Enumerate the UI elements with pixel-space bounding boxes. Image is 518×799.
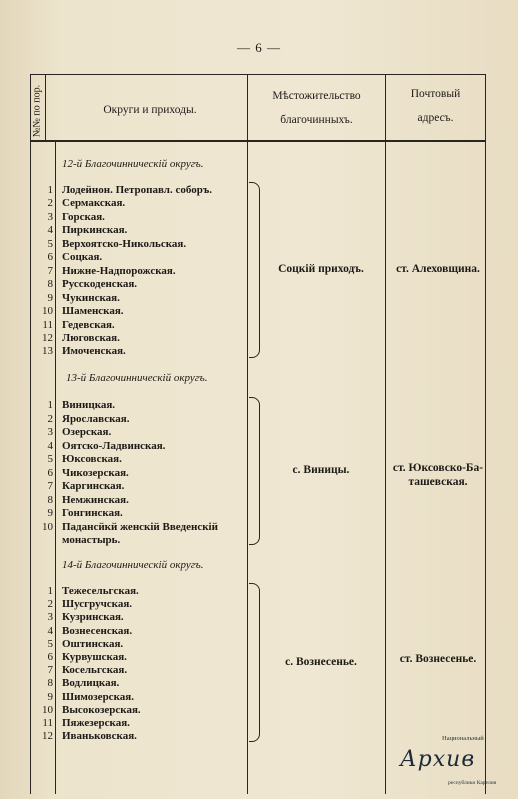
row-number: 3: [47, 210, 53, 223]
row-number: 8: [47, 278, 53, 291]
row-number: 7: [47, 664, 53, 677]
row-number: 9: [47, 291, 53, 304]
stamp-bottom-text: республики Карелия: [448, 780, 497, 786]
district-post: ст. Вознесенье.: [399, 653, 477, 665]
district-post-line: ст. Юксовско-Ба-: [392, 462, 484, 474]
parish-item: Чикозерская.: [62, 466, 129, 479]
row-number: 5: [47, 237, 53, 250]
parish-item: Чукинская.: [62, 291, 120, 304]
row-number: 6: [47, 466, 53, 479]
parish-item: Русскоденская.: [62, 278, 138, 291]
header-parish: [55, 98, 245, 122]
parish-item: Оштинская.: [62, 637, 124, 650]
header-residence-line-2: благочинныхъ.: [280, 114, 353, 126]
row-number: 7: [47, 264, 53, 277]
parish-item: Виницкая.: [62, 399, 116, 411]
row-number: 12: [42, 331, 53, 344]
header-post-line-1: Почтовый: [410, 88, 461, 100]
parish-item: Гонгинская.: [62, 507, 123, 519]
row-number: 2: [47, 598, 53, 611]
column-divider-3: [385, 74, 386, 794]
parish-item: Люговская.: [62, 331, 120, 344]
table-right-border: [485, 74, 486, 794]
row-number: 10: [42, 520, 53, 533]
parish-item: Озерская.: [62, 426, 112, 438]
column-divider-1: [45, 74, 46, 140]
row-number: 8: [47, 493, 53, 506]
parish-item: Соцкая.: [62, 251, 103, 264]
district-title: 13-й Благочинническій округъ.: [66, 372, 208, 384]
parish-item: Имоченская.: [62, 345, 126, 358]
row-number: 6: [47, 651, 53, 663]
parish-item: Иваньковская.: [62, 730, 137, 743]
parish-item: Лодейнон. Петропавл. соборъ.: [62, 184, 212, 196]
header-residence: [248, 84, 385, 132]
district-post: [392, 461, 484, 489]
parish-item: Оятско-Ладвинская.: [62, 439, 166, 452]
row-number: 4: [47, 624, 53, 637]
header-post: [386, 82, 485, 130]
parish-item: Сермакская.: [62, 197, 126, 210]
parish-item: Юксовская.: [62, 453, 122, 465]
row-number: 5: [47, 453, 53, 465]
row-number: 1: [47, 399, 53, 411]
parish-item: Каргинская.: [62, 480, 125, 492]
row-number: 11: [42, 318, 53, 331]
row-number: 2: [47, 197, 53, 210]
stamp-word: Архив: [400, 747, 476, 772]
row-number: 9: [47, 507, 53, 519]
parish-item: Вознесенская.: [62, 624, 133, 637]
row-number: 4: [47, 439, 53, 452]
table-top-rule: [30, 74, 486, 75]
parish-item: Верхоятско-Никольская.: [62, 237, 187, 250]
row-number: 4: [47, 224, 53, 237]
row-number: 9: [47, 690, 53, 703]
row-number: 11: [42, 717, 53, 729]
row-number: 2: [47, 412, 53, 425]
row-number: 5: [47, 637, 53, 650]
header-number-column: [30, 78, 44, 144]
column-divider-2: [247, 74, 248, 794]
parish-item: Гедевская.: [62, 318, 115, 331]
parish-item: Падансйкй женскій Введенскій: [62, 520, 218, 533]
parish-item: Горская.: [62, 210, 105, 223]
district-brace: [249, 583, 260, 742]
parish-item: монастырь.: [62, 534, 121, 546]
parish-item: Косельгская.: [62, 664, 128, 677]
parish-item: Нижне-Надпорожская.: [62, 264, 176, 277]
parish-item: Шаменская.: [62, 305, 124, 318]
district-title: 14-й Благочинническій округъ.: [62, 559, 204, 571]
parish-item: Шимозерская.: [62, 690, 134, 703]
row-number: 12: [42, 730, 53, 743]
archive-stamp: [396, 733, 514, 791]
parish-item: Курвушская.: [62, 651, 127, 663]
district-brace: [249, 182, 260, 358]
row-number: 8: [47, 677, 53, 690]
row-number: 3: [47, 611, 53, 624]
district-residence: Соцкій приходъ.: [278, 263, 364, 275]
header-residence-line-1: Мѣстожительство: [272, 90, 361, 102]
row-number: 10: [42, 703, 53, 716]
table-header-rule: [30, 140, 486, 142]
row-number: 10: [42, 305, 53, 318]
district-residence: с. Виницы.: [292, 464, 350, 476]
header-number-label: №№ по пор.: [31, 84, 43, 138]
page-number: — 6 —: [237, 40, 281, 55]
district-title: 12-й Благочинническій округъ.: [62, 158, 204, 170]
district-brace: [249, 397, 260, 545]
header-parish-label: Округи и приходы.: [103, 104, 197, 116]
parish-item: Ярославская.: [62, 412, 130, 425]
parish-item: Водлицкая.: [62, 677, 120, 690]
district-residence: с. Вознесенье.: [285, 656, 357, 668]
table-left-border: [30, 74, 31, 794]
parish-item: Немжинская.: [62, 493, 129, 506]
row-number: 13: [42, 345, 53, 358]
row-number: 6: [47, 251, 53, 264]
row-number: 7: [47, 480, 53, 492]
parish-item: Кузринская.: [62, 611, 124, 624]
parish-item: Пяжезерская.: [62, 717, 130, 729]
stamp-top-text: Национальный: [442, 735, 484, 742]
row-number: 1: [47, 585, 53, 597]
parish-item: Шусгручская.: [62, 598, 133, 611]
number-column-divider: [55, 140, 56, 794]
district-post: ст. Алеховщина.: [396, 263, 480, 275]
parish-item: Пиркинская.: [62, 224, 128, 237]
row-number: 1: [47, 184, 53, 196]
header-post-line-2: адресъ.: [417, 112, 454, 124]
district-post-line: ташевская.: [408, 476, 468, 488]
parish-item: Высокозерская.: [62, 703, 141, 716]
row-number: 3: [47, 426, 53, 438]
parish-item: Тежесельгская.: [62, 585, 139, 597]
